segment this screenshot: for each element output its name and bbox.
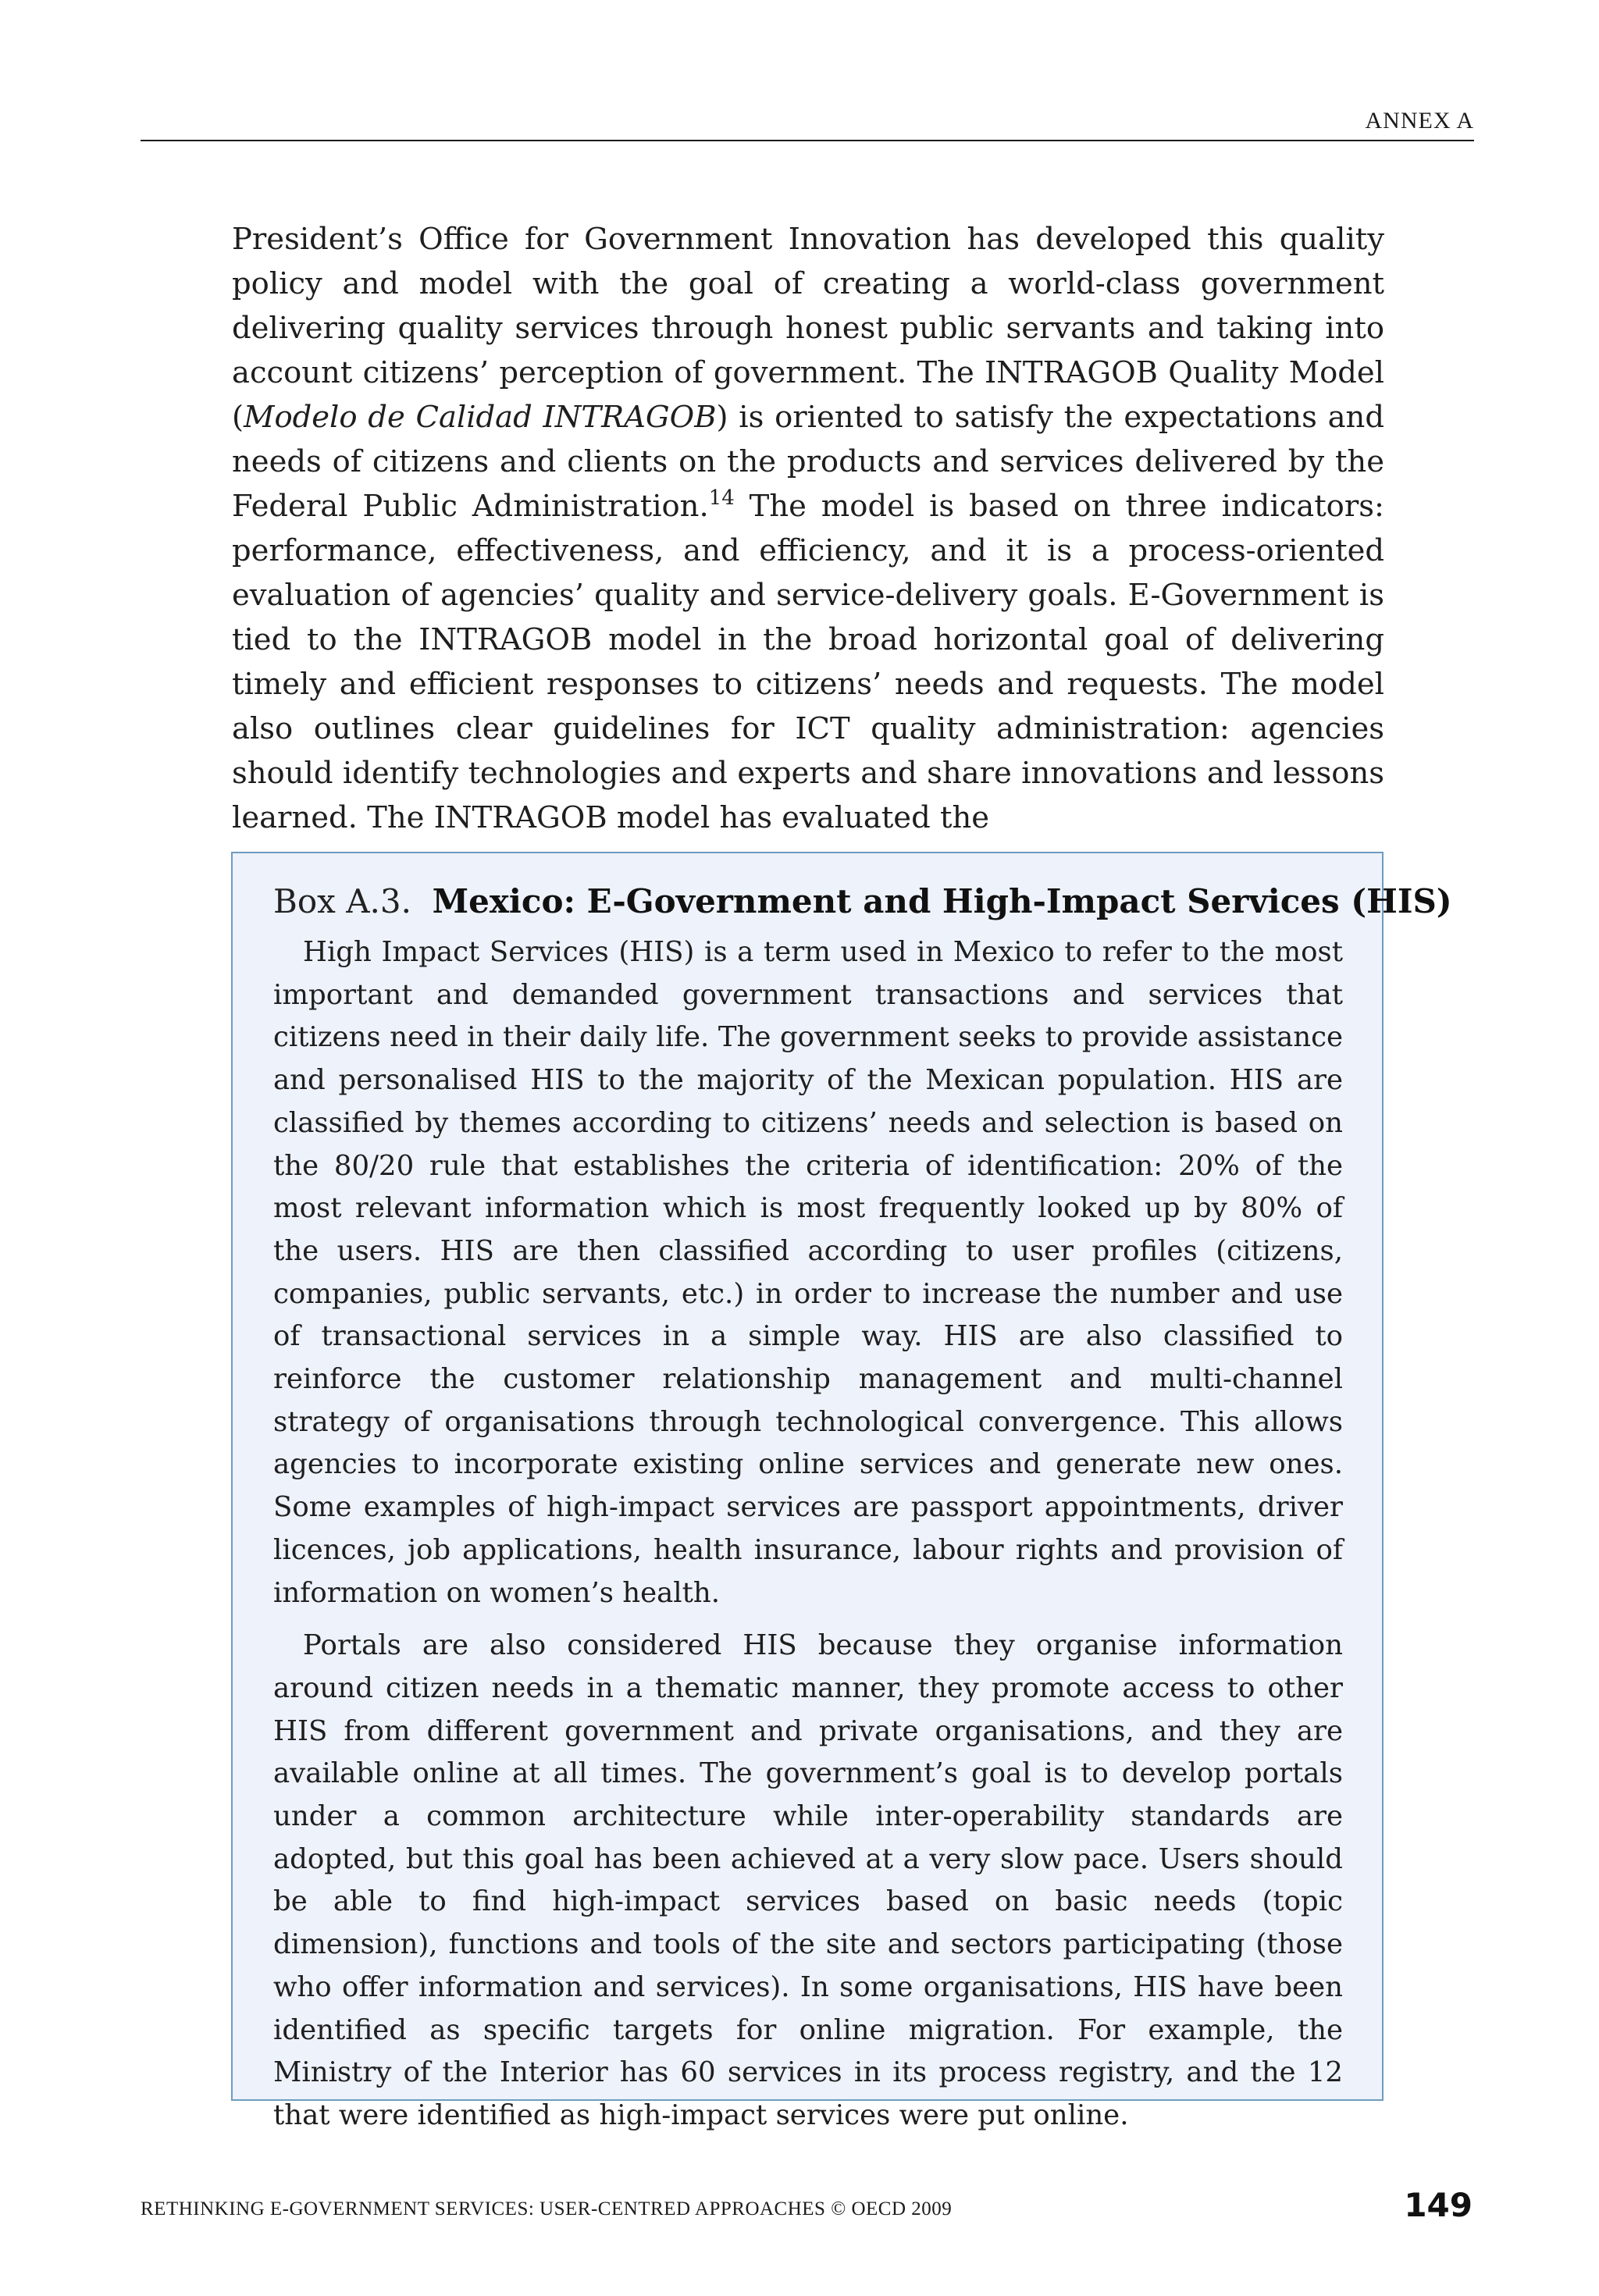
footer-publication: RETHINKING E-GOVERNMENT SERVICES: USER-CENTRED APPROACHES © OECD 2009 — [141, 2198, 953, 2219]
box-paragraph: Portals are also considered HIS because they organise information around citizen needs in a thematic manner, they promote access to other HIS from different government and private organisations, and they are available online at all times. The government’s goal is to develop portals under a common architecture while inter-operability standards are adopted, but this goal has been achieved at a very slow pace. Users should be able to find high-impact services based on basic needs (topic dimension), functions and tools of the site and sectors participating (those who offer information and services). In some organisations, HIS have been identified as specific targets for online migration. For example, the Ministry of the Interior has 60 services in its process registry, and the 12 that were identified as high-impact services were put online. — [273, 1629, 1343, 2131]
footnote-reference[interactable]: 14 — [708, 486, 735, 510]
box-title — [273, 880, 1452, 924]
paragraph-text: ) is oriented to satisfy the expectations and needs of citizens and clients on the products and services delivered by the Federal Public Administration. — [232, 400, 1384, 524]
box-heading: Mexico: E-Government and High-Impact Services (HIS) — [432, 882, 1452, 920]
running-head: ANNEX A — [1365, 108, 1474, 133]
paragraph-text: President’s Office for Government Innovation has developed this quality policy and model with the goal of creating a world-class government delivering quality services through honest public servants and taking into account citizens’ perception of government. The INTRAGOB Quality Model ( — [232, 222, 1384, 435]
paragraph-italic-term: Modelo de Calidad INTRAGOB — [244, 400, 717, 435]
box-paragraph: High Impact Services (HIS) is a term used in Mexico to refer to the most important and demanded government transactions and services that citizens need in their daily life. The government seeks to provide assistance and personalised HIS to the majority of the Mexican population. HIS are classified by themes according to citizens’ needs and selection is based on the 80/20 rule that establishes the criteria of identification: 20% of the most relevant information which is most frequently looked up by 80% of the users. HIS are then classified according to user profiles (citizens, companies, public servants, etc.) in order to increase the number and use of transactional services in a simple way. HIS are also classified to reinforce the customer relationship management and multi-channel strategy of organisations through technological convergence. This allows agencies to incorporate existing online services and generate new ones. Some examples of high-impact services are passport appointments, driver licences, job applications, health insurance, labour rights and provision of information on women’s health. — [273, 936, 1343, 1609]
box-label: Box A.3. — [273, 882, 411, 920]
main-paragraph — [232, 217, 1384, 840]
info-box — [231, 852, 1452, 2131]
header-rule — [141, 140, 1474, 141]
page-number: 149 — [1404, 2186, 1473, 2224]
paragraph-text: The model is based on three indicators: performance, effectiveness, and efficiency, and it is a process-oriented evaluation of agencies’ quality and service-delivery goals. E-Government is tied to the INTRAGOB model in the broad horizontal goal of delivering timely and efficient responses to citizens’ needs and requests. The model also outlines clear guidelines for ICT quality administration: agencies should identify technologies and experts and share innovations and lessons learned. The INTRAGOB model has evaluated the — [232, 489, 1384, 835]
